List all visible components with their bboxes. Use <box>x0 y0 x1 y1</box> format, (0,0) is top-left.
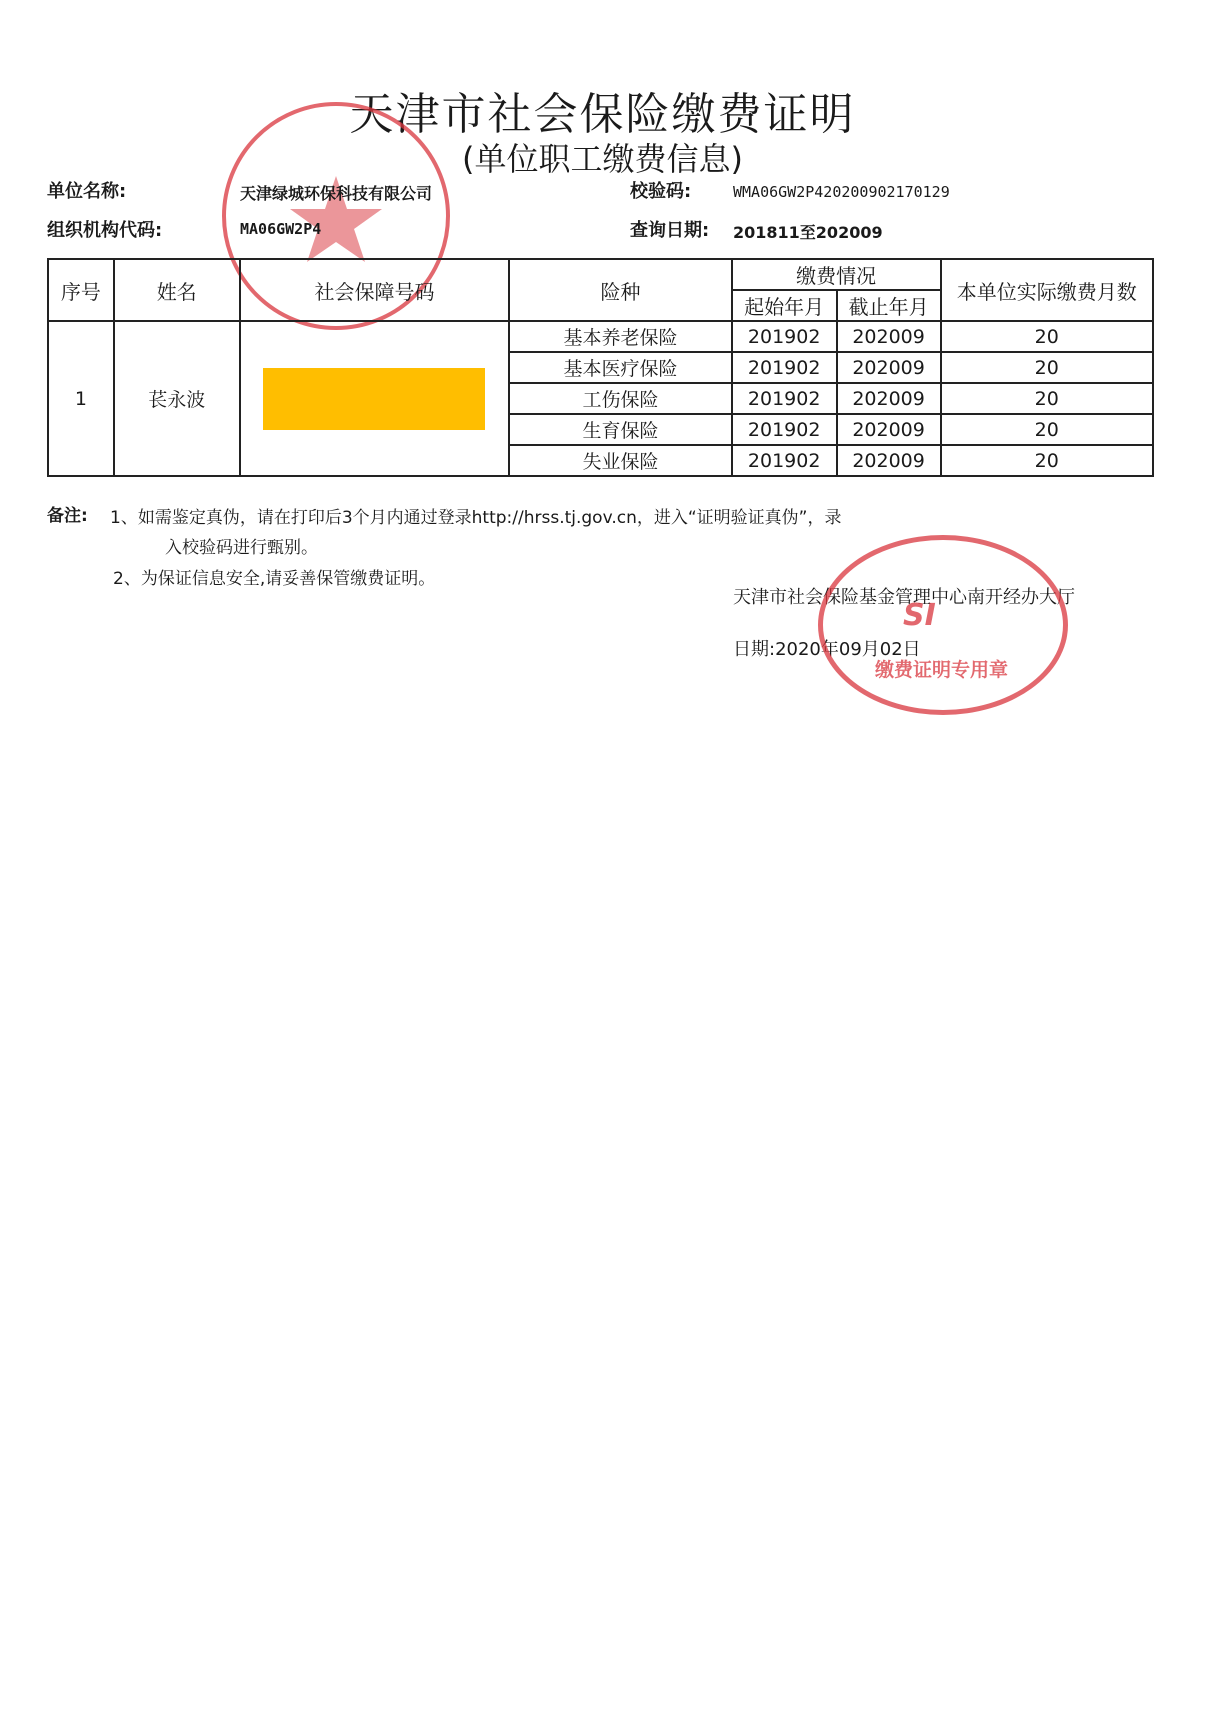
org-code-value: MA06GW2P4 <box>240 220 322 238</box>
si-logo-icon: SI <box>903 598 936 633</box>
contribution-table <box>47 258 1154 477</box>
start-cell: 201902 <box>732 352 837 383</box>
end-cell: 202009 <box>837 414 941 445</box>
issue-date: 日期:2020年09月02日 <box>733 639 921 660</box>
redaction-box <box>263 368 485 430</box>
agency-seal-stamp <box>818 535 1068 715</box>
query-date-value: 201811至202009 <box>733 223 883 242</box>
insurance-type-cell: 失业保险 <box>509 445 731 476</box>
table-row <box>48 321 1153 352</box>
insurance-type-cell: 基本医疗保险 <box>509 352 731 383</box>
page-title: 天津市社会保险缴费证明 <box>349 89 856 140</box>
insurance-type-cell: 基本养老保险 <box>509 321 731 352</box>
person-name: 苌永波 <box>114 321 240 476</box>
org-code-label: 组织机构代码: <box>47 220 163 241</box>
notes-label: 备注: <box>47 506 88 526</box>
months-cell: 20 <box>941 352 1153 383</box>
header-end: 截止年月 <box>837 290 941 321</box>
header-start: 起始年月 <box>732 290 837 321</box>
query-date-label: 查询日期: <box>630 220 710 241</box>
insurance-type-cell: 生育保险 <box>509 414 731 445</box>
stamp-caption: 缴费证明专用章 <box>875 659 1009 681</box>
start-cell: 201902 <box>732 414 837 445</box>
person-seq: 1 <box>48 321 114 476</box>
unit-name-value: 天津绿城环保科技有限公司 <box>240 184 433 203</box>
start-cell: 201902 <box>732 321 837 352</box>
start-cell: 201902 <box>732 383 837 414</box>
ssn-redacted <box>240 321 510 476</box>
notes-line-1b: 入校验码进行甄别。 <box>165 538 318 558</box>
months-cell: 20 <box>941 383 1153 414</box>
end-cell: 202009 <box>837 445 941 476</box>
page-subtitle: (单位职工缴费信息) <box>462 140 743 178</box>
end-cell: 202009 <box>837 352 941 383</box>
end-cell: 202009 <box>837 321 941 352</box>
months-cell: 20 <box>941 414 1153 445</box>
months-cell: 20 <box>941 321 1153 352</box>
header-seq: 序号 <box>48 259 114 321</box>
insurance-type-cell: 工伤保险 <box>509 383 731 414</box>
header-insurance-type: 险种 <box>509 259 731 321</box>
unit-name-label: 单位名称: <box>47 181 127 202</box>
header-payment: 缴费情况 <box>732 259 941 290</box>
header-ssn: 社会保障号码 <box>240 259 510 321</box>
header-name: 姓名 <box>114 259 240 321</box>
notes-line-1: 1、如需鉴定真伪，请在打印后3个月内通过登录http://hrss.tj.gov.cn，进入“证明验证真伪”，录 <box>110 508 842 528</box>
verify-code-label: 校验码: <box>630 181 692 202</box>
notes-line-2: 2、为保证信息安全,请妥善保管缴费证明。 <box>113 569 436 589</box>
months-cell: 20 <box>941 445 1153 476</box>
verify-code-value: WMA06GW2P420200902170129 <box>733 183 950 201</box>
end-cell: 202009 <box>837 383 941 414</box>
start-cell: 201902 <box>732 445 837 476</box>
header-months: 本单位实际缴费月数 <box>941 259 1153 321</box>
issuer: 天津市社会保险基金管理中心南开经办大厅 <box>733 587 1075 608</box>
